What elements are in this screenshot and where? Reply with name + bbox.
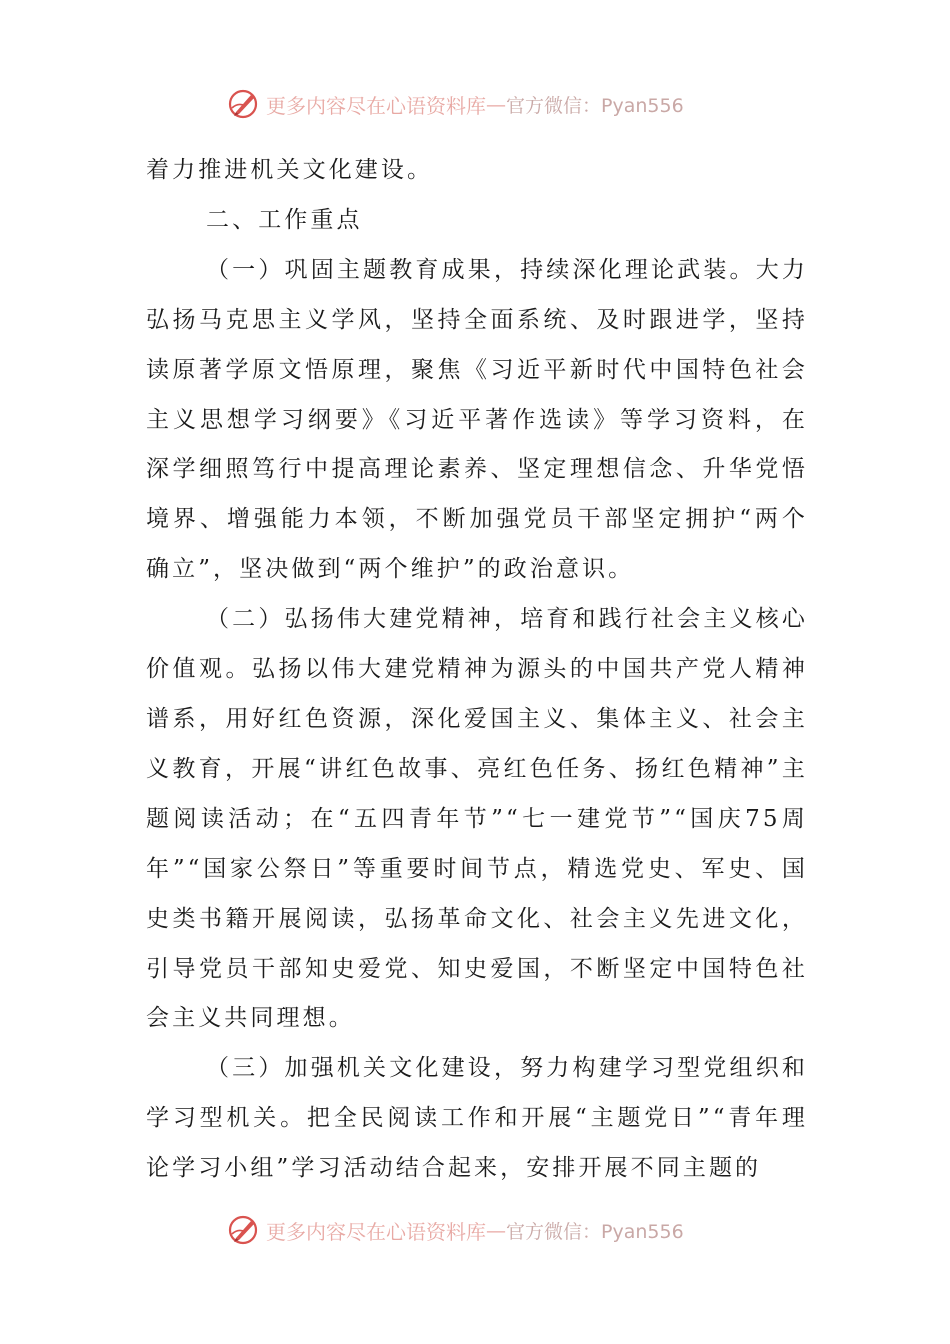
watermark-main-text: 更多内容尽在心语资料库 [266,93,486,118]
pen-logo-icon [226,1212,262,1248]
pen-logo-icon [226,86,262,122]
paragraph-item-1: （一）巩固主题教育成果，持续深化理论武装。大力弘扬马克思主义学风，坚持全面系统、及时跟进学，坚持读原著学原文悟原理，聚焦《习近平新时代中国特色社会主义思想学习纲要》《习近平著作选读》等学习资料，在深学细照笃行中提高理论素养、坚定理想信念、升华党悟境界、增强能力本领，不断加强党员干部坚定拥护“两个确立”，坚决做到“两个维护”的政治意识。 [146,256,808,583]
paragraph-item-3: （三）加强机关文化建设，努力构建学习型党组织和学习型机关。把全民阅读工作和开展“主题党日”“青年理论学习小组”学习活动结合起来，安排开展不同主题的 [146,1055,808,1182]
watermark-dash: — [486,1218,506,1242]
section-heading: 二、工作重点 [206,206,363,233]
watermark-main-text: 更多内容尽在心语资料库 [266,1219,486,1244]
footer-watermark [226,1210,746,1250]
header-watermark [226,84,746,124]
watermark-wechat-text: 官方微信：Pyan556 [506,94,684,117]
watermark-dash: — [486,92,506,116]
paragraph-continuation: 着力推进机关文化建设。 [146,157,434,183]
watermark-wechat-text: 官方微信：Pyan556 [506,1220,684,1243]
paragraph-item-2: （二）弘扬伟大建党精神，培育和践行社会主义核心价值观。弘扬以伟大建党精神为源头的中国共产党人精神谱系，用好红色资源，深化爱国主义、集体主义、社会主义教育，开展“讲红色故事、亮红色任务、扬红色精神”主题阅读活动；在“五四青年节”“七一建党节”“国庆75周年”“国家公祭日”等重要时间节点，精选党史、军史、国史类书籍开展阅读，弘扬革命文化、社会主义先进文化，引导党员干部知史爱党、知史爱国，不断坚定中国特色社会主义共同理想。 [146,606,808,1032]
document-body [146,146,808,1194]
